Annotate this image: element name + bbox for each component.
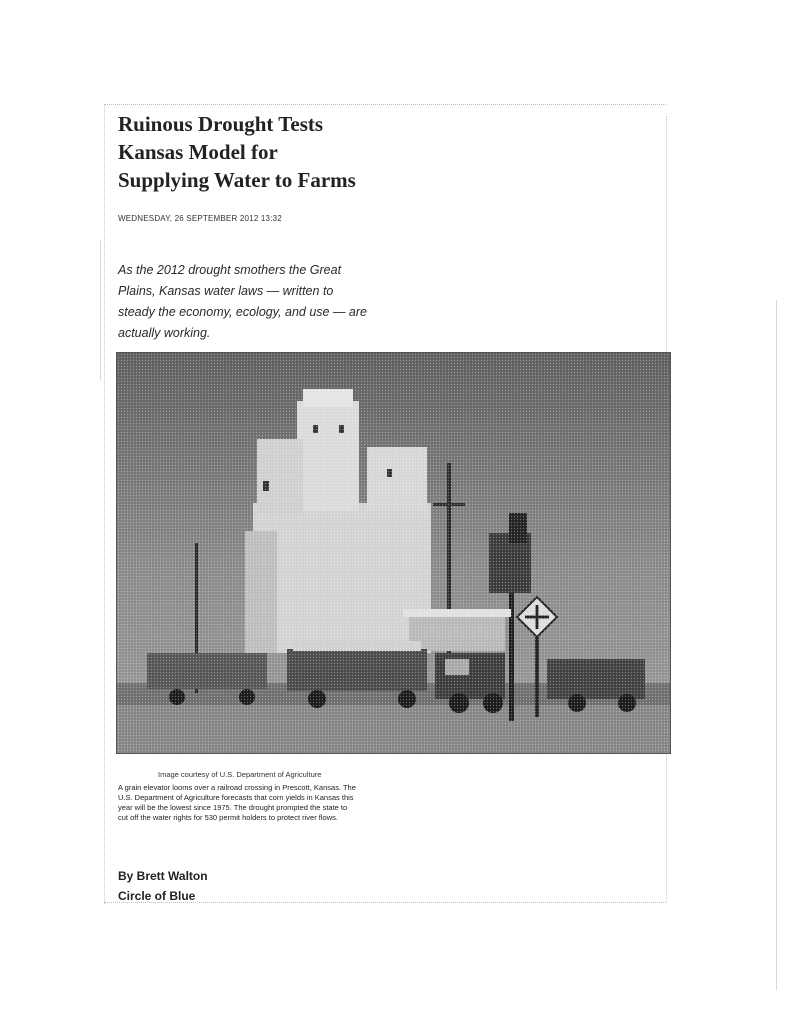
scan-edge-left xyxy=(100,240,101,380)
photo-illustration xyxy=(117,353,670,753)
byline-publication: Circle of Blue xyxy=(118,889,196,903)
article xyxy=(104,104,670,904)
photo-credit: Image courtesy of U.S. Department of Agriculture xyxy=(158,770,322,779)
article-title: Ruinous Drought Tests Kansas Model for Supplying Water to Farms xyxy=(118,112,356,192)
frame-left-border xyxy=(104,104,105,904)
article-lede: As the 2012 drought smothers the Great Plains, Kansas water laws — written to steady the economy, ecology, and use — are actually working. xyxy=(118,263,367,340)
byline-author: By Brett Walton xyxy=(118,869,208,883)
byline xyxy=(118,866,208,906)
photo-caption: A grain elevator looms over a railroad crossing in Prescott, Kansas. The U.S. Department of Agriculture forecasts that corn yields in Kansas this year will be the lowest since 1975. The drought prompted the state to cut off the water rights for 530 permit holders to protect river flows. xyxy=(118,783,356,822)
scan-edge-right xyxy=(776,300,777,990)
grain-elevator-photo xyxy=(116,352,671,754)
article-dateline: WEDNESDAY, 26 SEPTEMBER 2012 13:32 xyxy=(118,214,282,223)
frame-top-border xyxy=(104,104,666,105)
